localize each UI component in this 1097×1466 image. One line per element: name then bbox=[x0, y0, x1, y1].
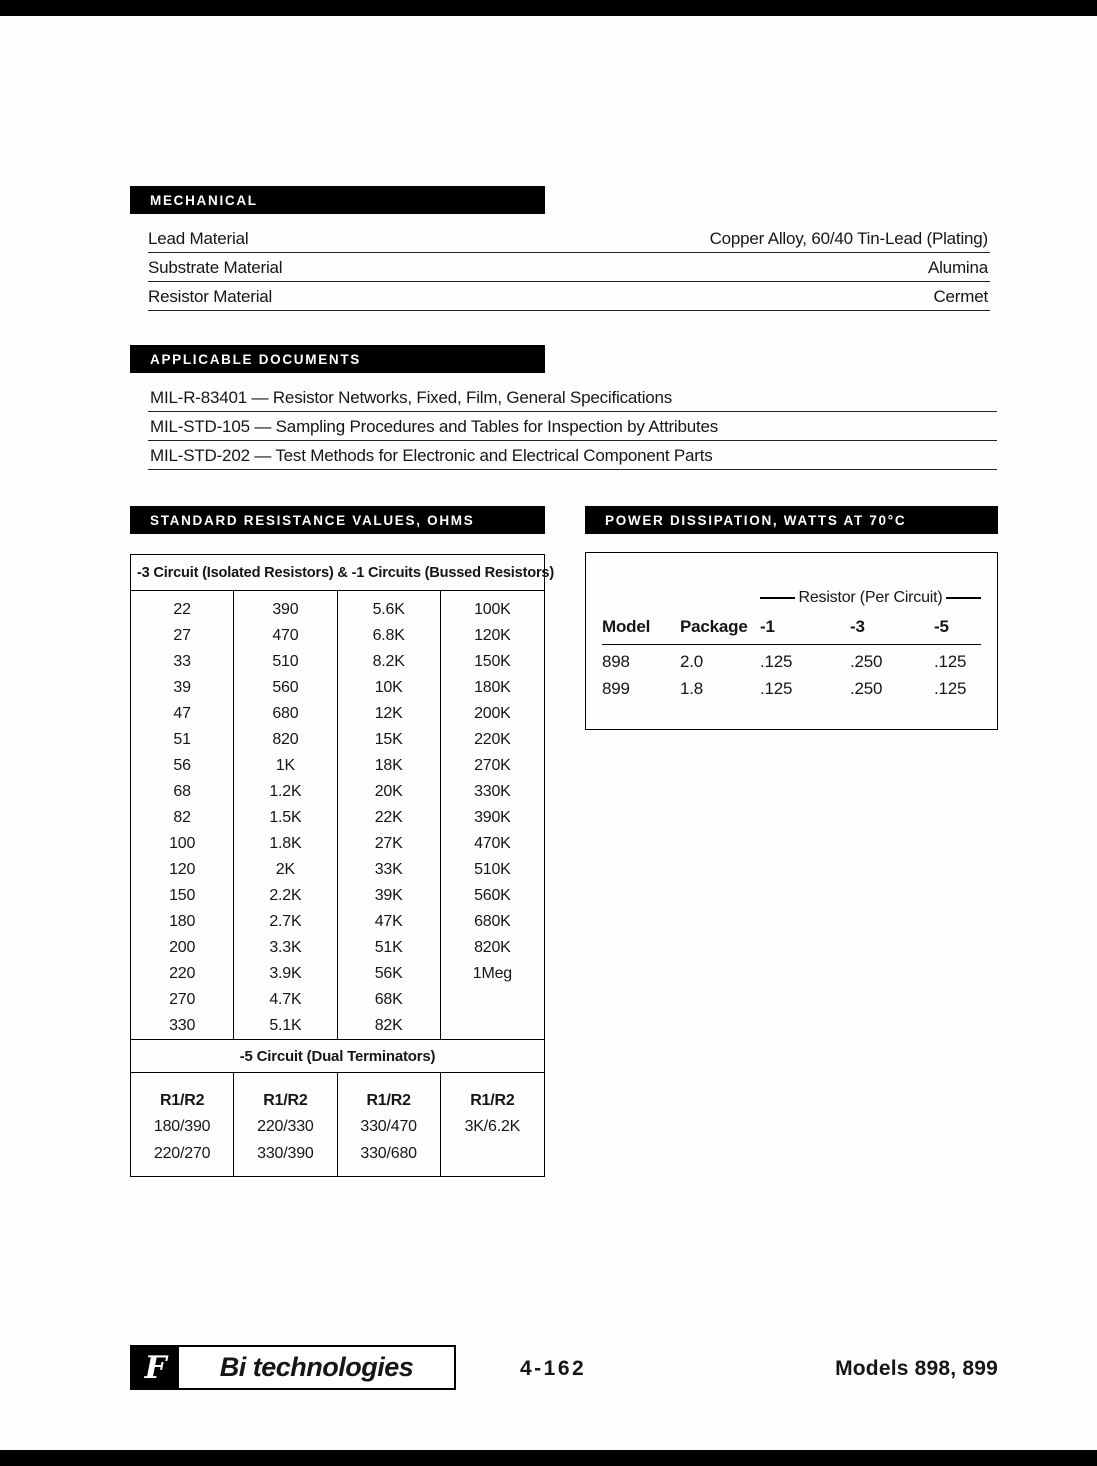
resistance-value: 33K bbox=[338, 857, 441, 883]
resistance-value: 120K bbox=[474, 627, 511, 644]
resistance-row bbox=[131, 987, 544, 1013]
resistance-row bbox=[131, 649, 544, 675]
resistance-value: 51K bbox=[338, 935, 441, 961]
resistance-value: 820K bbox=[474, 939, 511, 956]
power-rows bbox=[602, 645, 981, 699]
power-value: 898 bbox=[602, 652, 630, 671]
resistance-value: 220K bbox=[474, 731, 511, 748]
power-value: .125 bbox=[934, 679, 967, 698]
resistance-value: 390 bbox=[234, 591, 337, 623]
page-number: 4-162 bbox=[520, 1357, 587, 1380]
resistance-value: 1.8K bbox=[234, 831, 337, 857]
resistance-value: 470 bbox=[234, 623, 337, 649]
power-table bbox=[585, 552, 998, 730]
mechanical-table bbox=[148, 224, 990, 311]
logo-f-icon: F bbox=[132, 1347, 179, 1388]
spec-label: Substrate Material bbox=[148, 258, 283, 277]
resistance-value: 2.7K bbox=[234, 909, 337, 935]
spec-value: Cermet bbox=[933, 287, 988, 306]
tables-area bbox=[130, 506, 998, 1177]
resistance-value: 56K bbox=[338, 961, 441, 987]
resistance-row bbox=[131, 909, 544, 935]
documents-section-title: APPLICABLE DOCUMENTS bbox=[130, 345, 545, 373]
power-value: .250 bbox=[850, 652, 883, 671]
resistance-value: 200K bbox=[474, 705, 511, 722]
resistance-value: 6.8K bbox=[338, 623, 441, 649]
resistance-value: 56 bbox=[131, 753, 234, 779]
resistance-value: 27K bbox=[338, 831, 441, 857]
document-item: MIL-STD-202 — Test Methods for Electronic and Electrical Component Parts bbox=[148, 441, 997, 470]
document-item: MIL-R-83401 — Resistor Networks, Fixed, Film, General Specifications bbox=[148, 383, 997, 412]
resistance-row bbox=[131, 727, 544, 753]
dual-value: 220/270 bbox=[131, 1140, 234, 1176]
resistance-value: 560K bbox=[474, 887, 511, 904]
power-value: .250 bbox=[850, 679, 883, 698]
resistance-value: 27 bbox=[131, 623, 234, 649]
resistance-row bbox=[131, 591, 544, 623]
resistor-per-circuit-label: Resistor (Per Circuit) bbox=[798, 589, 943, 606]
power-row bbox=[602, 672, 981, 699]
resistance-value: 1Meg bbox=[472, 965, 512, 982]
resistance-value: 22 bbox=[131, 591, 234, 623]
resistance-value: 120 bbox=[131, 857, 234, 883]
resistance-row bbox=[131, 779, 544, 805]
page-content bbox=[130, 186, 998, 1177]
power-col-header: Package bbox=[680, 617, 748, 636]
resistance-value: 1K bbox=[234, 753, 337, 779]
resistance-row bbox=[131, 675, 544, 701]
spec-label: Lead Material bbox=[148, 229, 249, 248]
resistance-value bbox=[441, 1013, 544, 1039]
resistance-value: 22K bbox=[338, 805, 441, 831]
resistance-value: 47 bbox=[131, 701, 234, 727]
r1r2-label: R1/R2 bbox=[131, 1073, 234, 1113]
power-value: 1.8 bbox=[680, 679, 704, 698]
resistance-value: 39 bbox=[131, 675, 234, 701]
resistance-value bbox=[441, 987, 544, 1013]
power-value: 899 bbox=[602, 679, 630, 698]
spec-value: Alumina bbox=[927, 258, 988, 277]
resistance-value: 8.2K bbox=[338, 649, 441, 675]
resistance-value: 680K bbox=[474, 913, 511, 930]
resistance-value: 330 bbox=[131, 1013, 234, 1039]
resistor-per-circuit-header bbox=[760, 589, 981, 607]
dual-value: 330/390 bbox=[234, 1140, 337, 1176]
power-col-header: -5 bbox=[934, 617, 949, 636]
resistance-value: 20K bbox=[338, 779, 441, 805]
dual-value: 330/680 bbox=[338, 1140, 441, 1176]
resistance-value: 820 bbox=[234, 727, 337, 753]
dual-terminators-header: -5 Circuit (Dual Terminators) bbox=[131, 1039, 544, 1073]
mechanical-row bbox=[148, 253, 990, 282]
dual-value: 220/330 bbox=[234, 1113, 337, 1140]
resistance-value: 82K bbox=[338, 1013, 441, 1039]
resistance-column bbox=[130, 506, 555, 1177]
power-value: .125 bbox=[760, 652, 793, 671]
resistance-value: 100K bbox=[474, 601, 511, 618]
dual-value: 3K/6.2K bbox=[464, 1118, 521, 1135]
resistance-value: 200 bbox=[131, 935, 234, 961]
dual-header-row bbox=[131, 1073, 544, 1113]
resistance-value: 18K bbox=[338, 753, 441, 779]
documents-list bbox=[148, 383, 997, 470]
resistance-row bbox=[131, 623, 544, 649]
power-value: .125 bbox=[934, 652, 967, 671]
resistance-value: 510 bbox=[234, 649, 337, 675]
resistance-value: 270 bbox=[131, 987, 234, 1013]
resistance-value: 68K bbox=[338, 987, 441, 1013]
resistance-value: 5.1K bbox=[234, 1013, 337, 1039]
resistance-value: 150K bbox=[474, 653, 511, 670]
resistance-value: 5.6K bbox=[338, 591, 441, 623]
r1r2-label: R1/R2 bbox=[338, 1073, 441, 1113]
resistance-value: 3.3K bbox=[234, 935, 337, 961]
resistance-grid bbox=[131, 591, 544, 1039]
mechanical-section-title: MECHANICAL bbox=[130, 186, 545, 214]
resistance-value: 270K bbox=[474, 757, 511, 774]
dual-grid bbox=[131, 1113, 544, 1176]
resistance-row bbox=[131, 805, 544, 831]
resistance-row bbox=[131, 753, 544, 779]
resistance-value: 180 bbox=[131, 909, 234, 935]
resistance-value: 1.5K bbox=[234, 805, 337, 831]
resistance-value: 680 bbox=[234, 701, 337, 727]
resistance-value: 2K bbox=[234, 857, 337, 883]
power-column bbox=[585, 506, 998, 730]
models-label: Models 898, 899 bbox=[835, 1357, 998, 1380]
resistance-value: 4.7K bbox=[234, 987, 337, 1013]
power-header-row bbox=[602, 617, 981, 645]
resistance-section-title: STANDARD RESISTANCE VALUES, OHMS bbox=[130, 506, 545, 534]
power-section-title: POWER DISSIPATION, WATTS AT 70°C bbox=[585, 506, 998, 534]
resistance-value: 15K bbox=[338, 727, 441, 753]
resistance-row bbox=[131, 831, 544, 857]
bottom-edge-bar bbox=[0, 1450, 1097, 1466]
resistance-value: 47K bbox=[338, 909, 441, 935]
documents-section bbox=[130, 345, 998, 470]
resistance-value: 390K bbox=[474, 809, 511, 826]
resistance-value: 51 bbox=[131, 727, 234, 753]
document-item: MIL-STD-105 — Sampling Procedures and Tables for Inspection by Attributes bbox=[148, 412, 997, 441]
resistance-value: 1.2K bbox=[234, 779, 337, 805]
dual-row bbox=[131, 1113, 544, 1140]
logo-text: Bi technologies bbox=[219, 1352, 414, 1382]
power-col-header: Model bbox=[602, 617, 651, 636]
spec-label: Resistor Material bbox=[148, 287, 273, 306]
resistance-value: 3.9K bbox=[234, 961, 337, 987]
resistance-value: 12K bbox=[338, 701, 441, 727]
power-value: 2.0 bbox=[680, 652, 704, 671]
rule-left bbox=[760, 597, 795, 599]
mechanical-row bbox=[148, 282, 990, 311]
power-col-header: -3 bbox=[850, 617, 865, 636]
dual-value: 180/390 bbox=[131, 1113, 234, 1140]
spec-value: Copper Alloy, 60/40 Tin-Lead (Plating) bbox=[709, 229, 988, 248]
r1r2-label: R1/R2 bbox=[470, 1092, 515, 1109]
resistance-row bbox=[131, 857, 544, 883]
r1r2-label: R1/R2 bbox=[234, 1073, 337, 1113]
resistance-table bbox=[130, 554, 555, 1177]
dual-value: 330/470 bbox=[338, 1113, 441, 1140]
power-value: .125 bbox=[760, 679, 793, 698]
resistance-row bbox=[131, 1013, 544, 1039]
resistance-value: 68 bbox=[131, 779, 234, 805]
resistance-value: 470K bbox=[474, 835, 511, 852]
resistance-table-header: -3 Circuit (Isolated Resistors) & -1 Circuits (Bussed Resistors) bbox=[131, 555, 544, 591]
resistance-row bbox=[131, 961, 544, 987]
resistance-row bbox=[131, 883, 544, 909]
resistance-value: 510K bbox=[474, 861, 511, 878]
resistance-value: 220 bbox=[131, 961, 234, 987]
resistance-value: 180K bbox=[474, 679, 511, 696]
power-col-header: -1 bbox=[760, 617, 775, 636]
power-row bbox=[602, 645, 981, 672]
resistance-value: 39K bbox=[338, 883, 441, 909]
resistance-value: 33 bbox=[131, 649, 234, 675]
resistance-value: 330K bbox=[474, 783, 511, 800]
dual-row bbox=[131, 1140, 544, 1176]
resistance-value: 560 bbox=[234, 675, 337, 701]
resistance-value: 82 bbox=[131, 805, 234, 831]
rule-right bbox=[946, 597, 981, 599]
resistance-value: 150 bbox=[131, 883, 234, 909]
resistance-row bbox=[131, 935, 544, 961]
resistance-value: 100 bbox=[131, 831, 234, 857]
mechanical-row bbox=[148, 224, 990, 253]
top-edge-bar bbox=[0, 0, 1097, 16]
resistance-value: 10K bbox=[338, 675, 441, 701]
company-logo bbox=[130, 1345, 456, 1390]
resistance-value: 2.2K bbox=[234, 883, 337, 909]
dual-value bbox=[441, 1140, 544, 1176]
resistance-row bbox=[131, 701, 544, 727]
